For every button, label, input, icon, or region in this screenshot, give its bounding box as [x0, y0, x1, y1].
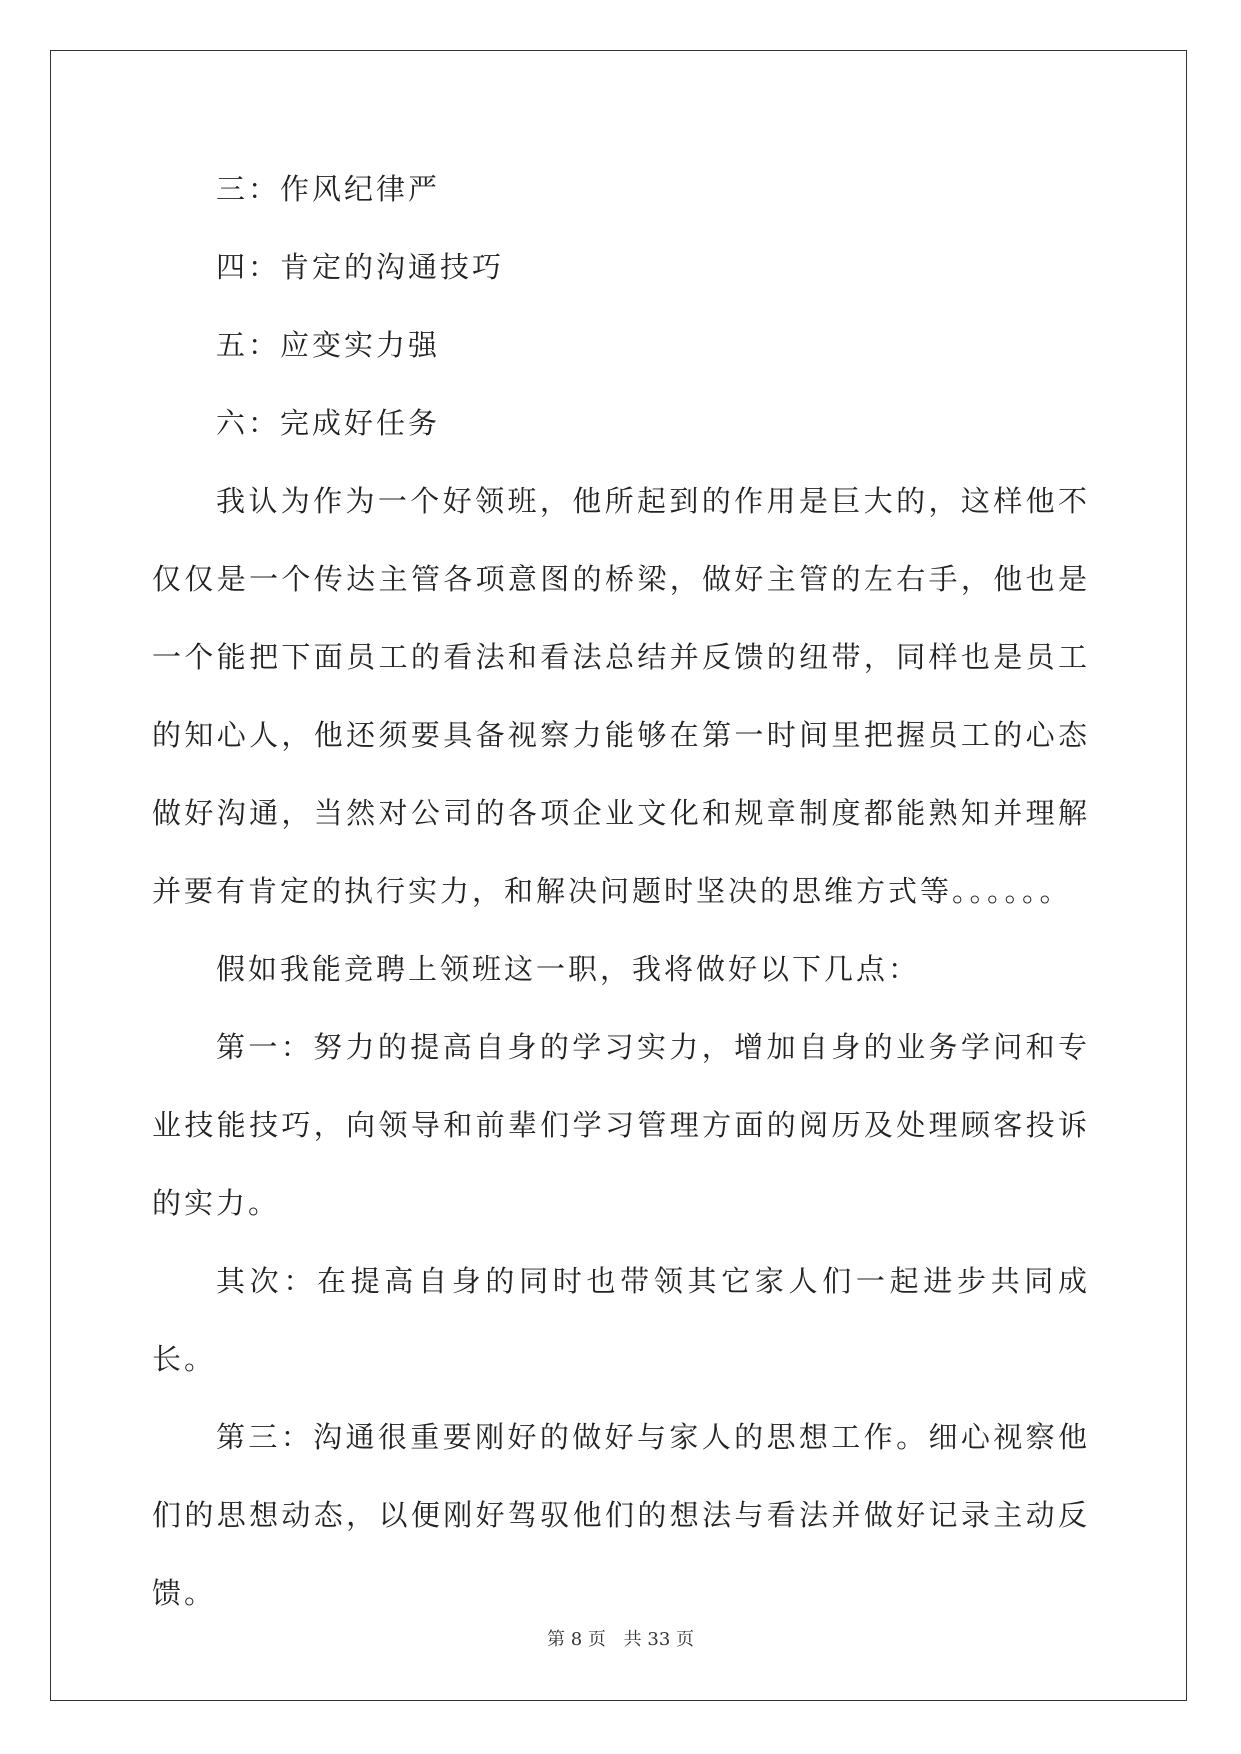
- paragraph: 五：应变实力强: [216, 328, 441, 362]
- paragraph: 假如我能竞聘上领班这一职，我将做好以下几点：: [216, 952, 921, 986]
- paragraph: 其次：在提高自身的同时也带领其它家人们一起进步共同成长。: [152, 1264, 1090, 1376]
- total-pages: 共 33 页: [623, 1629, 694, 1650]
- paragraph: 第三：沟通很重要刚好的做好与家人的思想工作。细心视察他们的思想动态，以便刚好驾驭他们的想法与看法并做好记录主动反馈。: [152, 1420, 1090, 1610]
- page-footer: [0, 1625, 1241, 1651]
- paragraph: 四：肯定的沟通技巧: [216, 250, 505, 284]
- paragraph: 六：完成好任务: [216, 406, 441, 440]
- paragraph: 第一：努力的提高自身的学习实力，增加自身的业务学问和专业技能技巧，向领导和前辈们学习管理方面的阅历及处理顾客投诉的实力。: [152, 1030, 1090, 1220]
- document-body: [152, 150, 1090, 1632]
- paragraph: 我认为作为一个好领班，他所起到的作用是巨大的，这样他不仅仅是一个传达主管各项意图的桥梁，做好主管的左右手，他也是一个能把下面员工的看法和看法总结并反馈的纽带，同样也是员工的知心人，他还须要具备视察力能够在第一时间里把握员工的心态做好沟通，当然对公司的各项企业文化和规章制度都能熟知并理解并要有肯定的执行实力，和解决问题时坚决的思维方式等。。。。。。: [152, 484, 1090, 908]
- paragraph: 三：作风纪律严: [216, 172, 441, 206]
- page-number: 第 8 页: [547, 1629, 606, 1650]
